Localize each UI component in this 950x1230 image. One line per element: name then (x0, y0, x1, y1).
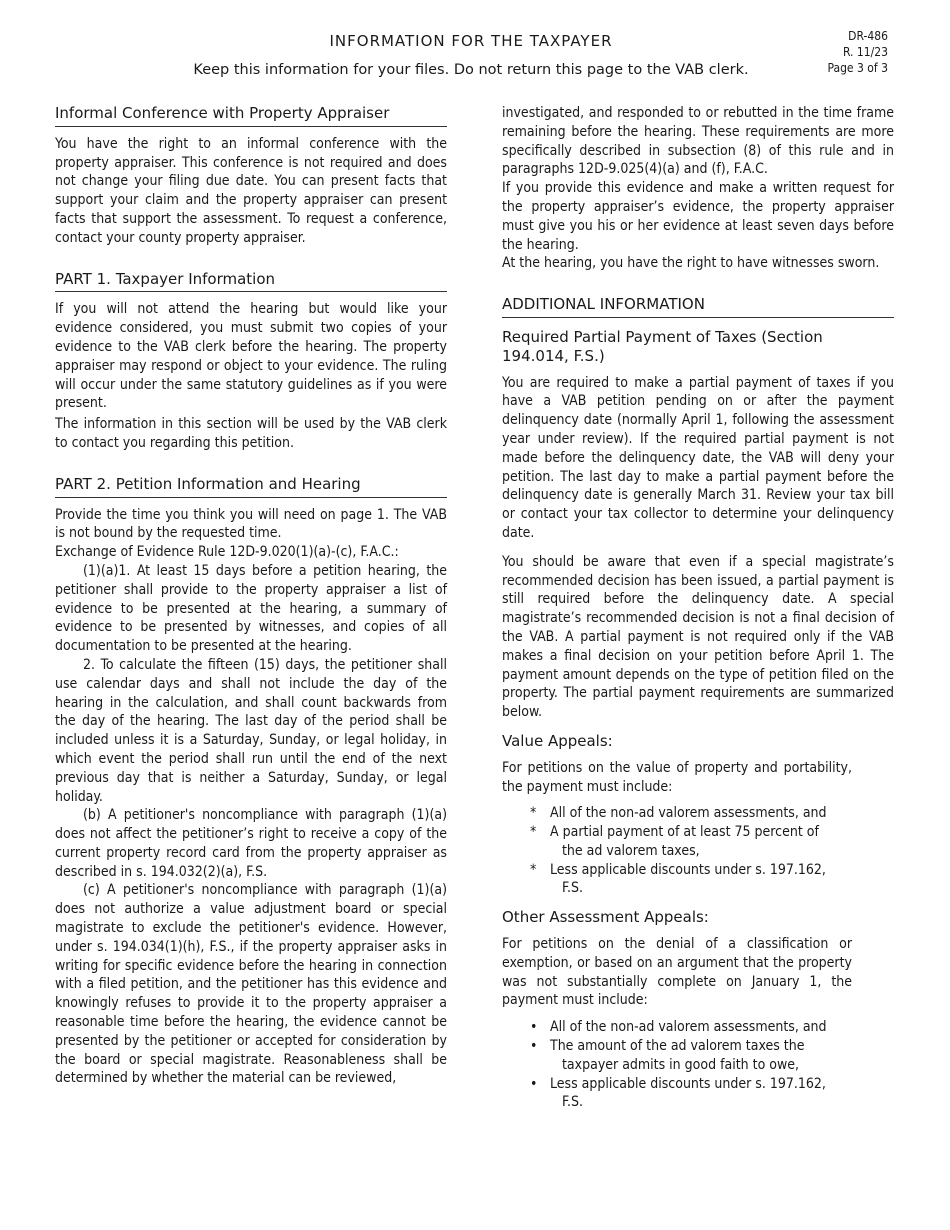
list-item (502, 823, 894, 861)
asterisk-icon: * (530, 861, 537, 878)
value-appeals-list (502, 804, 894, 898)
continued-paragraph-1: investigated, and responded to or rebutted in the time frame remaining before the hearing. These requirements are more specifically described in subsection (8) of this rule and in paragraphs 12D-9.025(4)(a) and (f), F.A.C. (502, 105, 894, 178)
partial-payment-subheading: Required Partial Payment of Taxes (Section 194.014, F.S.) (502, 327, 823, 365)
list-item-text: All of the non-ad valorem assessments, and (550, 805, 827, 822)
list-item (502, 1037, 894, 1075)
part2-paragraph-6: (c) A petitioner's noncompliance with paragraph (1)(a) does not authorize a value adjustment board or special magistrate to exclude the petitioner's evidence. However, under s. 194.034(1)(h), F.S., if the property appraiser asks in writing for specific evidence before the hearing in connection with a filed petition, and the petitioner has this evidence and knowingly refuses to provide it to the property appraiser a reasonable time before the hearing, the evidence cannot be presented by the petitioner or accepted for consideration by the board or special magistrate. Reasonableness shall be determined by whether the material can be reviewed, (55, 882, 447, 1087)
form-number: DR-486 (848, 29, 888, 43)
part1-paragraph-1: If you will not attend the hearing but would like your evidence considered, you must submit two copies of your evidence to the VAB clerk before the hearing. The property appraiser may respond or object to your evidence. The ruling will occur under the same statutory guidelines as if you were present. (55, 301, 447, 412)
part2-paragraph-3: (1)(a)1. At least 15 days before a petition hearing, the petitioner shall provide to the property appraiser a list of evidence to be presented at the hearing, a summary of evidence to be presented by witnesses, and copies of all documentation to be presented at the hearing. (55, 562, 447, 655)
asterisk-icon: * (530, 824, 537, 841)
page-subtitle: Keep this information for your files. Do not return this page to the VAB clerk. (193, 62, 749, 78)
left-column (55, 104, 447, 1088)
part2-paragraph-1: Provide the time you think you will need on page 1. The VAB is not bound by the requested time. (55, 506, 447, 542)
value-appeals-intro: For petitions on the value of property and portability, the payment must include: (502, 759, 852, 795)
part2-paragraph-5: (b) A petitioner's noncompliance with paragraph (1)(a) does not affect the petitioner’s right to receive a copy of the current property record card from the property appraiser as described in s. 194.032(2)(a), F.S. (55, 807, 447, 880)
continued-paragraph-3: At the hearing, you have the right to have witnesses sworn. (502, 255, 880, 272)
list-item-text: Less applicable discounts under s. 197.162, (550, 1075, 826, 1092)
bullet-icon: • (530, 1038, 538, 1055)
list-item-text-continued: F.S. (562, 880, 583, 897)
part1-paragraph-2: The information in this section will be used by the VAB clerk to contact you regarding this petition. (55, 416, 447, 451)
page-title: INFORMATION FOR THE TAXPAYER (329, 32, 613, 50)
additional-paragraph-1: You are required to make a partial payment of taxes if you have a VAB petition pending on or after the payment delinquency date (normally April 1, following the assessment year under review). If the required partial payment is not made before the delinquency date, the VAB will deny your petition. The last day to make a partial payment before the delinquency date is generally March 31. Review your tax bill or contact your tax collector to determine your delinquency date. (502, 374, 894, 541)
list-item (502, 861, 894, 899)
part2-paragraph-4: 2. To calculate the fifteen (15) days, the petitioner shall use calendar days and shall not include the day of the hearing in the calculation, and shall count backwards from the day of the hearing. The last day of the period shall be included unless it is a Saturday, Sunday, or legal holiday, in which event the period shall run until the end of the next previous day that is neither a Saturday, Sunday, or legal holiday. (55, 656, 447, 805)
part2-paragraph-2: Exchange of Evidence Rule 12D-9.020(1)(a)-(c), F.A.C.: (55, 544, 399, 561)
list-item-text-continued: the ad valorem taxes, (562, 842, 700, 859)
additional-information-heading: ADDITIONAL INFORMATION (502, 295, 894, 318)
bullet-icon: • (530, 1019, 538, 1036)
page-number: Page 3 of 3 (827, 61, 888, 75)
list-item-text: All of the non-ad valorem assessments, and (550, 1019, 827, 1036)
list-item-text: Less applicable discounts under s. 197.162, (550, 861, 826, 878)
continued-paragraph-2: If you provide this evidence and make a written request for the property appraiser’s evidence, the property appraiser must give you his or her evidence at least seven days before the hearing. (502, 180, 894, 253)
right-column (502, 104, 894, 1112)
bullet-icon: • (530, 1075, 538, 1092)
informal-conference-heading: Informal Conference with Property Appraiser (55, 104, 447, 127)
list-item (502, 804, 894, 823)
part2-heading: PART 2. Petition Information and Hearing (55, 475, 447, 498)
asterisk-icon: * (530, 805, 537, 822)
informal-conference-body: You have the right to an informal conference with the property appraiser. This conference is not required and does not change your filing due date. You can present facts that support your claim and the property appraiser can present facts that support the assessment. To request a conference, contact your county property appraiser. (55, 135, 447, 246)
part1-heading: PART 1. Taxpayer Information (55, 270, 447, 293)
list-item (502, 1075, 894, 1113)
list-item (502, 1018, 894, 1037)
form-revision: R. 11/23 (842, 45, 888, 59)
additional-paragraph-2: You should be aware that even if a special magistrate’s recommended decision has been issued, a partial payment is still required before the delinquency date. A special magistrate’s recommended decision is not a final decision of the VAB. A partial payment is not required only if the VAB makes a final decision on your petition before April 1. The payment amount depends on the type of petition filed on the property. The partial payment requirements are summarized below. (502, 553, 894, 721)
list-item-text: The amount of the ad valorem taxes the (550, 1038, 805, 1055)
value-appeals-heading: Value Appeals: (502, 731, 613, 750)
other-appeals-heading: Other Assessment Appeals: (502, 908, 709, 927)
other-appeals-intro: For petitions on the denial of a classification or exemption, or based on an argument that the property was not substantially complete on January 1, the payment must include: (502, 936, 852, 1009)
list-item-text-continued: taxpayer admits in good faith to owe, (562, 1056, 800, 1073)
list-item-text-continued: F.S. (562, 1094, 583, 1111)
other-appeals-list (502, 1018, 894, 1112)
list-item-text: A partial payment of at least 75 percent of (550, 824, 819, 841)
